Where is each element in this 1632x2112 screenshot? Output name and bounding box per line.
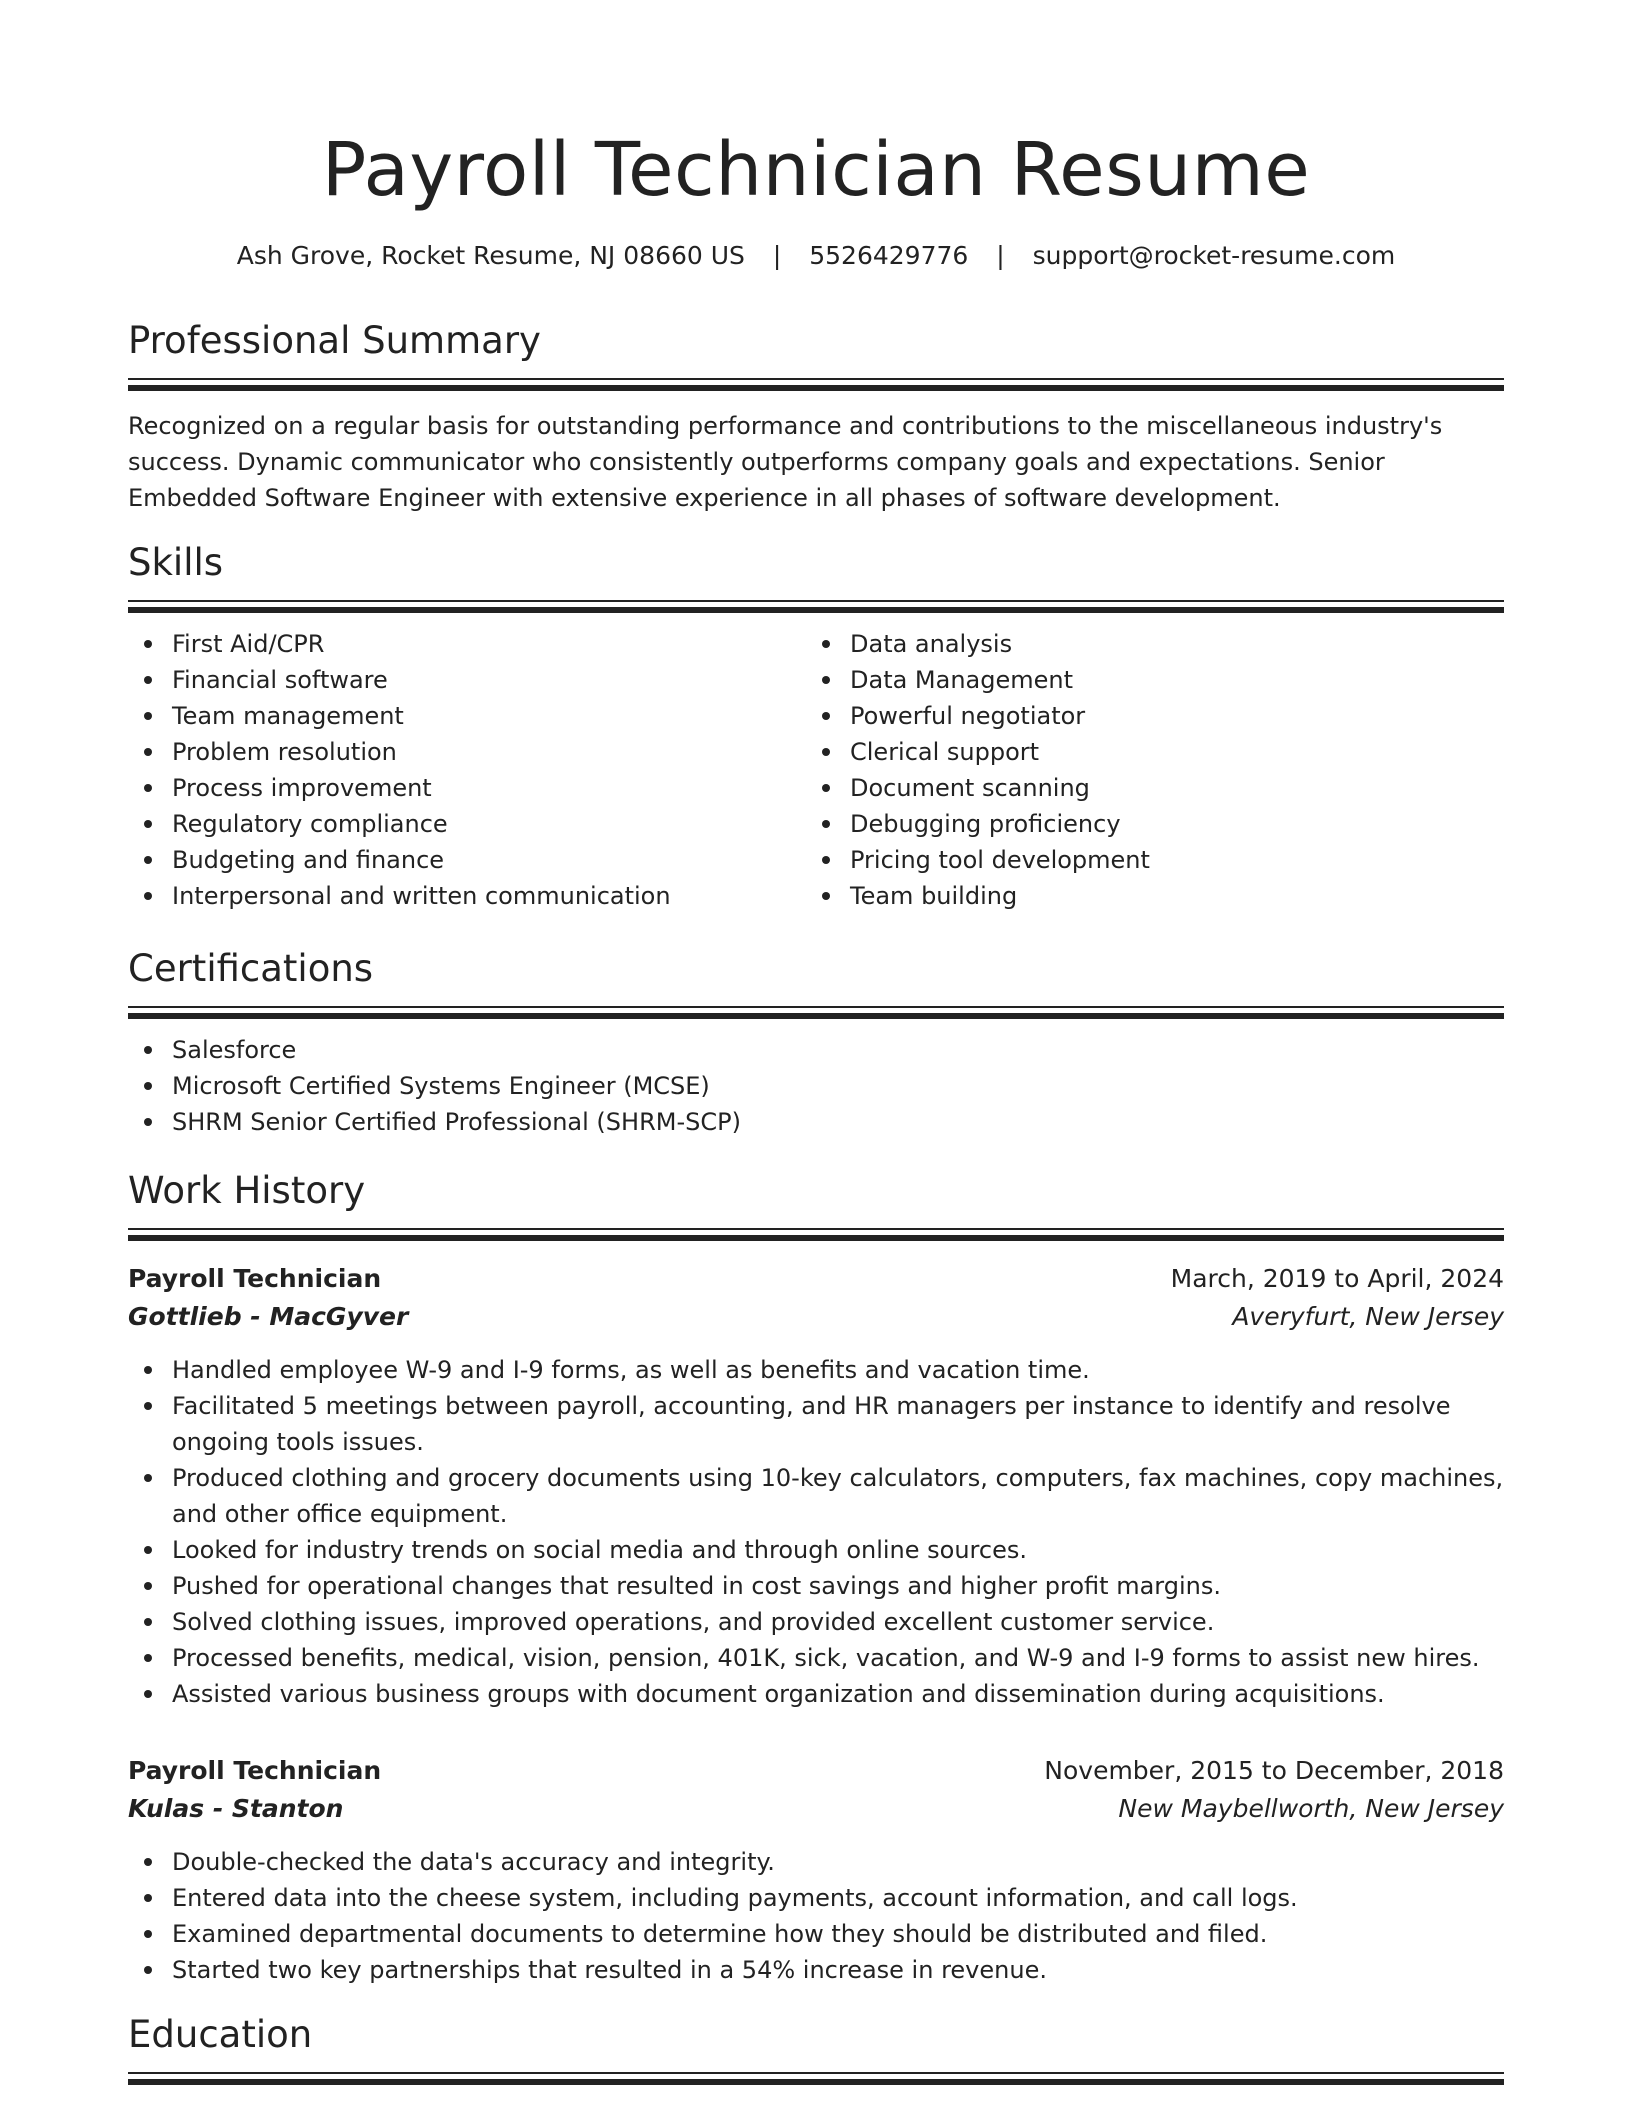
section-divider	[128, 378, 1504, 392]
contact-email[interactable]: support@rocket-resume.com	[1032, 241, 1396, 270]
skills-heading: Skills	[128, 541, 224, 584]
job-entry	[128, 1260, 1504, 1712]
contact-separator: |	[996, 241, 1005, 270]
job-company-row	[128, 1298, 1504, 1336]
summary-heading: Professional Summary	[128, 319, 541, 362]
certifications-section	[128, 944, 1504, 1140]
skill-item: Budgeting and finance	[172, 842, 806, 878]
skill-item: Team management	[172, 698, 806, 734]
skill-item: Financial software	[172, 662, 806, 698]
skill-item: Data analysis	[850, 626, 1484, 662]
job-dates: November, 2015 to December, 2018	[1044, 1756, 1504, 1785]
certifications-heading: Certifications	[128, 947, 374, 990]
certification-item: Salesforce	[172, 1032, 1504, 1068]
job-title: Payroll Technician	[128, 1756, 382, 1785]
skills-list-left	[128, 626, 806, 914]
job-duties-list	[128, 1352, 1504, 1712]
job-duty: Assisted various business groups with document organization and dissemination during acquisitions.	[172, 1676, 1504, 1712]
job-duty: Started two key partnerships that resulted in a 54% increase in revenue.	[172, 1952, 1504, 1988]
resume-title: Payroll Technician Resume	[321, 127, 1311, 213]
contact-separator: |	[772, 241, 782, 270]
summary-text: Recognized on a regular basis for outstanding performance and contributions to the miscellaneous industry's success. Dynamic communicator who consistently outperforms company goals and expectations. Senior Embedded Software Engineer with extensive experience in all phases of software development.	[128, 412, 1443, 512]
job-duties-list	[128, 1844, 1504, 1988]
job-entry	[128, 1752, 1504, 1988]
education-section	[128, 2010, 1504, 2086]
skill-item: Team building	[850, 878, 1484, 914]
job-duty: Handled employee W-9 and I-9 forms, as well as benefits and vacation time.	[172, 1352, 1504, 1388]
job-location: Averyfurt, New Jersey	[1232, 1302, 1504, 1331]
skill-item: Interpersonal and written communication	[172, 878, 806, 914]
job-duty: Facilitated 5 meetings between payroll, accounting, and HR managers per instance to identify and resolve ongoing tools issues.	[172, 1388, 1504, 1460]
skills-list-right	[806, 626, 1484, 914]
job-company-row	[128, 1790, 1504, 1828]
skill-item: Data Management	[850, 662, 1484, 698]
job-duty: Pushed for operational changes that resulted in cost savings and higher profit margins.	[172, 1568, 1504, 1604]
job-header-row	[128, 1260, 1504, 1298]
contact-address: Ash Grove, Rocket Resume, NJ 08660 US	[236, 241, 745, 270]
skill-item: Debugging proficiency	[850, 806, 1484, 842]
work-history-section	[128, 1166, 1504, 1988]
section-divider	[128, 1006, 1504, 1020]
job-header-row	[128, 1752, 1504, 1790]
job-title: Payroll Technician	[128, 1264, 382, 1293]
job-duty: Looked for industry trends on social media and through online sources.	[172, 1532, 1504, 1568]
work-history-heading: Work History	[128, 1169, 366, 1212]
skill-item: Clerical support	[850, 734, 1484, 770]
job-duty: Examined departmental documents to determine how they should be distributed and filed.	[172, 1916, 1504, 1952]
skill-item: Document scanning	[850, 770, 1484, 806]
job-company: Gottlieb - MacGyver	[128, 1302, 409, 1331]
job-company: Kulas - Stanton	[128, 1794, 344, 1823]
job-duty: Produced clothing and grocery documents using 10-key calculators, computers, fax machines, copy machines, and other office equipment.	[172, 1460, 1504, 1532]
section-divider	[128, 2072, 1504, 2086]
skill-item: Problem resolution	[172, 734, 806, 770]
job-dates: March, 2019 to April, 2024	[1170, 1264, 1504, 1293]
skill-item: Pricing tool development	[850, 842, 1484, 878]
section-divider	[128, 1228, 1504, 1242]
certification-item: SHRM Senior Certified Professional (SHRM-SCP)	[172, 1104, 1504, 1140]
section-divider	[128, 600, 1504, 614]
job-location: New Maybellworth, New Jersey	[1118, 1794, 1504, 1823]
skills-section	[128, 538, 1504, 914]
education-heading: Education	[128, 2013, 313, 2056]
skill-item: First Aid/CPR	[172, 626, 806, 662]
certification-item: Microsoft Certified Systems Engineer (MCSE)	[172, 1068, 1504, 1104]
skills-columns	[128, 614, 1504, 914]
contact-phone: 5526429776	[809, 241, 969, 270]
job-duty: Double-checked the data's accuracy and integrity.	[172, 1844, 1504, 1880]
job-duty: Entered data into the cheese system, including payments, account information, and call logs.	[172, 1880, 1504, 1916]
contact-line	[128, 238, 1504, 274]
job-duty: Solved clothing issues, improved operations, and provided excellent customer service.	[172, 1604, 1504, 1640]
summary-section	[128, 316, 1504, 516]
skill-item: Regulatory compliance	[172, 806, 806, 842]
skill-item: Process improvement	[172, 770, 806, 806]
job-duty: Processed benefits, medical, vision, pension, 401K, sick, vacation, and W-9 and I-9 forms to assist new hires.	[172, 1640, 1504, 1676]
certifications-list	[128, 1032, 1504, 1140]
skill-item: Powerful negotiator	[850, 698, 1484, 734]
